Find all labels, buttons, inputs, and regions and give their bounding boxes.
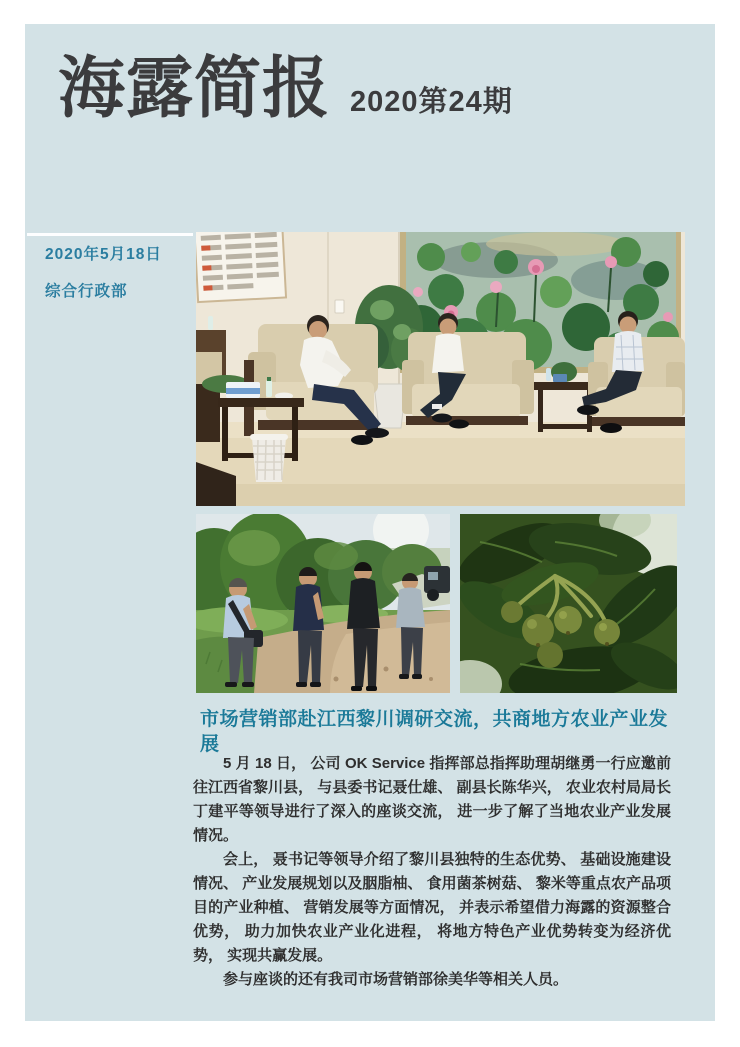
pomelo-fruit-photo — [460, 514, 677, 693]
orchard-visit-illustration — [196, 514, 450, 693]
issue-date: 2020年5月18日 — [45, 246, 162, 263]
article-headline: 市场营销部赴江西黎川调研交流，共商地方农业产业发展 — [200, 709, 669, 755]
issue-number: 2020第24期 — [350, 86, 513, 118]
article-paragraph: 参与座谈的还有我司市场营销部徐美华等相关人员。 — [223, 971, 569, 988]
article-body — [193, 752, 671, 992]
department-name: 综合行政部 — [45, 283, 128, 300]
masthead — [58, 51, 513, 126]
sidebar-divider — [27, 233, 193, 236]
orchard-visit-photo — [196, 514, 450, 693]
pomelo-fruit-illustration — [460, 514, 677, 693]
meeting-room-photo — [196, 232, 685, 506]
article-paragraph: 会上， 聂书记等领导介绍了黎川县独特的生态优势、 基础设施建设情况、 产业发展规划以及胭脂柚、 食用菌茶树菇、 黎米等重点农产品项目的产业种植、 营销发展等方面情况， 并表示希望借力海露的资源整合优势， 助力加快农业产业化进程， 将地方特色产业优势转变为经济优势， 实现共赢发展。 — [193, 851, 671, 964]
meeting-room-illustration — [196, 232, 685, 506]
newsletter-panel — [25, 24, 715, 1021]
newsletter-title: 海露简报 — [58, 51, 330, 126]
article-paragraph: 5 月 18 日， 公司 OK Service 指挥部总指挥助理胡继勇一行应邀前往江西省黎川县， 与县委书记聂仕雄、 副县长陈华兴， 农业农村局局长丁建平等领导进行了深入的座谈交流， 进一步了解了当地农业产业发展情况。 — [193, 755, 671, 844]
